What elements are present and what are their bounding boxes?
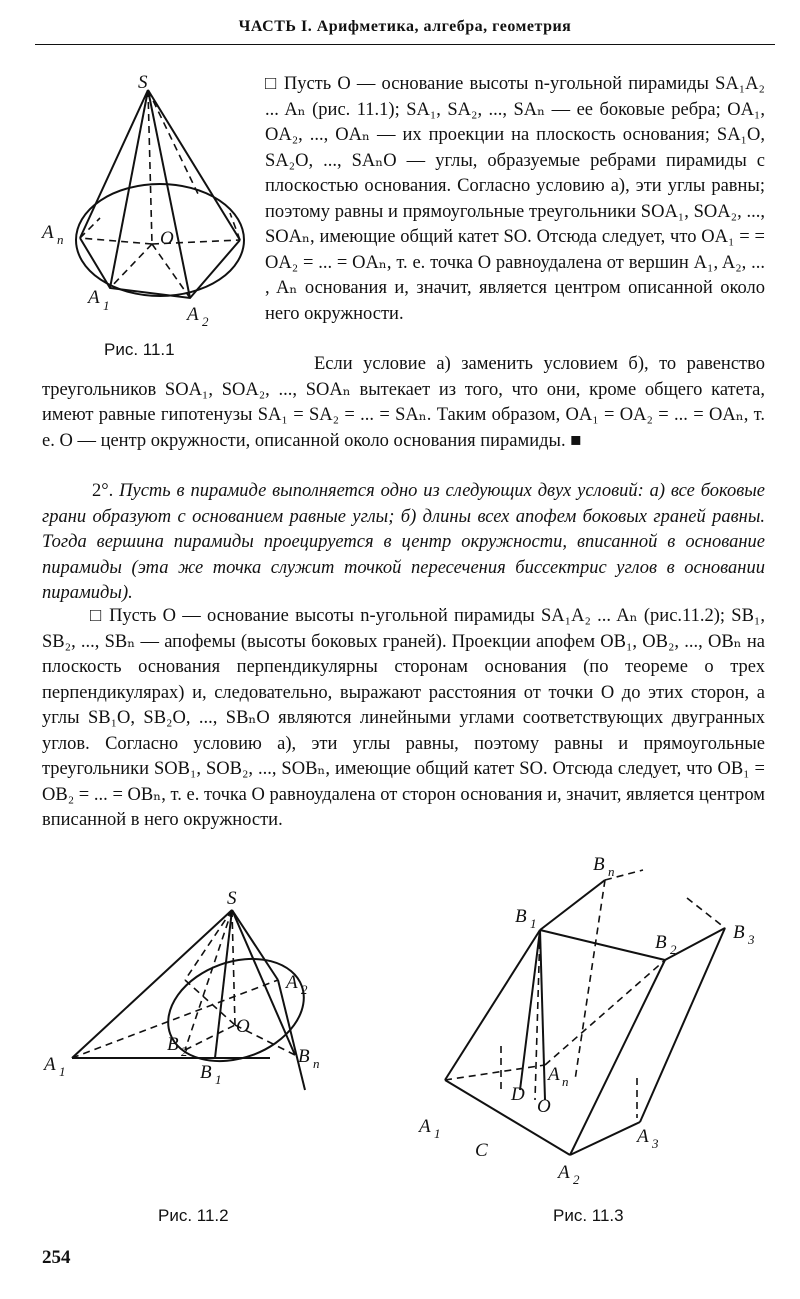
- label-S: S: [227, 888, 237, 909]
- label-B2: B: [655, 932, 667, 953]
- paragraph-3: □ Пусть O — основание высоты n-угольной пирамиды SA₁A₂ ... Aₙ (рис.11.2); SB₁, SB₂, ..., SBₙ — апофемы (высоты боковых граней). Проекции апофем OB₁, OB₂, ..., OBₙ на плоскость основания перпендикулярны сторонам основания (по теореме о трех перпендикулярах) и, следовательно, выражают расстояния от точки O до этих сторон, а углы SB₁O, SB₂O, ..., SBₙO являются линейными углами соответствующих двугранных углов. Согласно условию а), эти углы равны, поэтому равны и прямоугольные треугольники SOB₁, SOB₂, ..., SOBₙ, имеющие общий катет SO. Отсюда следует, что OB₁ = OB₂ = ... = OBₙ, т. е. точка O равноудалена от сторон основания и, значит, является центром вписанной в него окружности.: [42, 606, 765, 830]
- label-Bn: B: [593, 854, 605, 875]
- figure-11-2: [40, 880, 340, 1180]
- page-number: 254: [42, 1247, 71, 1268]
- label-A3: A: [637, 1126, 649, 1147]
- label-A2: A: [558, 1162, 570, 1183]
- label-An-sub: n: [57, 232, 64, 247]
- label-O: O: [160, 228, 174, 249]
- label-B2-sub: 2: [181, 1044, 188, 1059]
- label-C: C: [475, 1140, 488, 1161]
- figure-11-3: [415, 850, 775, 1190]
- theorem-statement: Пусть в пирамиде выполняется одно из следующих двух условий: а) все боковые грани образуют с основанием равные углы; б) длины всех апофем боковых граней равны. Тогда вершина пирамиды проецируется в центр окружности, вписанной в основание пирамиды (эта же точка служит точкой пересечения биссектрис углов в основании пирамиды).: [42, 481, 765, 603]
- header-rule: [35, 44, 775, 45]
- label-B1-sub: 1: [530, 916, 537, 931]
- label-O: O: [236, 1016, 250, 1037]
- paragraph-1b: Если условие а) заменить условием б), то равенство треугольников SOA₁, SOA₂, ..., SOAₙ вытекает из того, что они, кроме общего катета, имеют равные гипотенузы SA₁ = SA₂ = ... = SAₙ. Таким образом, OA₁ = OA₂ = ... = OAₙ, т. е. O — центр окружности, описанной около основания пирамиды. ■: [42, 354, 765, 451]
- caption-fig-11-1: Рис. 11.1: [104, 340, 175, 359]
- label-A2-sub: 2: [573, 1172, 580, 1187]
- label-A1: A: [44, 1054, 56, 1075]
- label-A2-sub: 2: [202, 314, 209, 329]
- theorem-number: 2°.: [92, 481, 114, 501]
- label-S: S: [138, 72, 148, 93]
- label-A2-sub: 2: [301, 982, 308, 997]
- label-B1: B: [200, 1062, 212, 1083]
- label-A1-sub: 1: [103, 298, 110, 313]
- label-Bn-sub: n: [313, 1056, 320, 1071]
- label-O: O: [537, 1096, 551, 1117]
- label-B3-sub: 3: [748, 932, 755, 947]
- label-B1: B: [515, 906, 527, 927]
- label-A1: A: [419, 1116, 431, 1137]
- label-A3-sub: 3: [652, 1136, 659, 1151]
- label-An: A: [548, 1064, 560, 1085]
- paragraph-1a: □ Пусть O — основание высоты n-угольной пирамиды SA₁A₂ ... Aₙ (рис. 11.1); SA₁, SA₂, ..., SAₙ — ее боковые ребра; OA₁, OA₂, ..., OAₙ — их проекции на плоскость основания; SA₁O, SA₂O, ..., SAₙO — углы, образуемые ребрами пирамиды с плоскостью основания. Согласно условию а), эти углы равны; поэтому равны и прямоугольные треугольники SOA₁, SOA₂, ..., SOAₙ, имеющие общий катет SO. Отсюда следует, что OA₁ = = OA₂ = ... = OAₙ, т. е. точка O равноудалена от вершин A₁, A₂, ... , Aₙ основания и, значит, является центром описанной около него окружности.: [265, 74, 765, 324]
- label-D: D: [511, 1084, 525, 1105]
- label-B2: B: [167, 1034, 179, 1055]
- label-A1-sub: 1: [59, 1064, 66, 1079]
- label-Bn-sub: n: [608, 864, 615, 879]
- figure-11-1: [40, 72, 260, 329]
- label-An: A: [42, 222, 54, 243]
- label-An-sub: n: [562, 1074, 569, 1089]
- label-B3: B: [733, 922, 745, 943]
- label-A2: A: [286, 972, 298, 993]
- label-A2: A: [187, 304, 199, 325]
- paragraph-2: [42, 479, 765, 607]
- label-A1-sub: 1: [434, 1126, 441, 1141]
- caption-fig-11-3: Рис. 11.3: [553, 1206, 624, 1225]
- label-Bn: B: [298, 1046, 310, 1067]
- label-A1: A: [88, 287, 100, 308]
- label-B2-sub: 2: [670, 942, 677, 957]
- running-header: ЧАСТЬ I. Арифметика, алгебра, геометрия: [238, 18, 572, 35]
- label-B1-sub: 1: [215, 1072, 222, 1087]
- caption-fig-11-2: Рис. 11.2: [158, 1206, 229, 1225]
